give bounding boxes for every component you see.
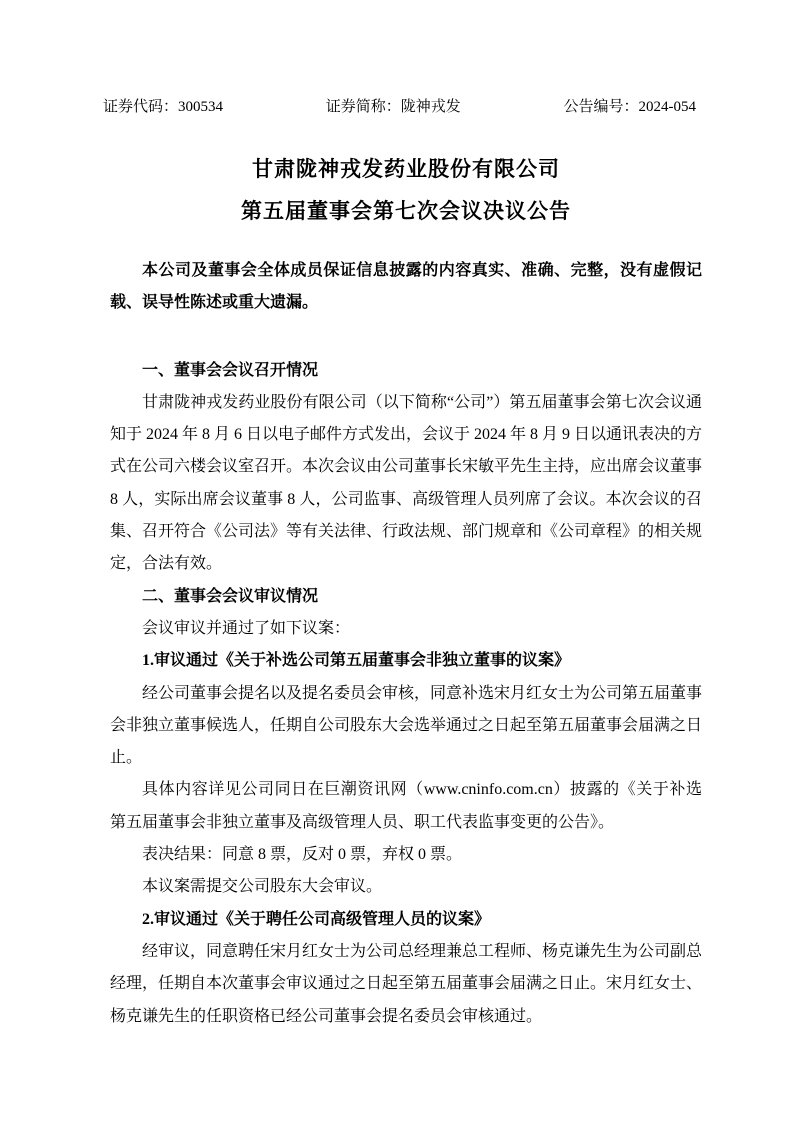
document-title bbox=[110, 148, 702, 232]
document-body bbox=[110, 355, 702, 1033]
resolution-item-2-detail: 经审议，同意聘任宋月红女士为公司总经理兼总工程师、杨克谦先生为公司副总经理，任期自本次董事会审议通过之日起至第五届董事会届满之日止。宋月红女士、杨克谦先生的任职资格已经公司董事会提名委员会审核通过。 bbox=[110, 942, 703, 1025]
disclaimer-statement: 本公司及董事会全体成员保证信息披露的内容真实、准确、完整，没有虚假记载、误导性陈述或重大遗漏。 bbox=[110, 262, 702, 312]
section-heading-1: 一、董事会会议召开情况 bbox=[142, 361, 319, 379]
document-header bbox=[103, 96, 696, 118]
stock-short-name: 证券简称：陇神戎发 bbox=[325, 99, 461, 115]
announcement-number: 公告编号：2024-054 bbox=[563, 99, 696, 115]
resolution-item-2-title: 2.审议通过《关于聘任公司高级管理人员的议案》 bbox=[142, 910, 491, 928]
resolution-item-1-reference: 具体内容详见公司同日在巨潮资讯网（www.cninfo.com.cn）披露的《关于补选第五届董事会非独立董事及高级管理人员、职工代表监事变更的公告》。 bbox=[110, 781, 702, 831]
paragraph-meeting-convening: 甘肃陇神戎发药业股份有限公司（以下简称“公司”）第五届董事会第七次会议通知于 2024 年 8 月 6 日以电子邮件方式发出，会议于 2024 年 8 月 9 日以通讯表决的方式在公司六楼会议室召开。本次会议由公司董事长宋敏平先生主持，应出席会议董事 8 人，实际出席会议董事 8 人，公司监事、高级管理人员列席了会议。本次会议的召集、召开符合《公司法》等有关法律、行政法规、部门规章和《公司章程》的相关规定，合法有效。 bbox=[110, 393, 703, 573]
stock-code: 证券代码：300534 bbox=[103, 99, 224, 115]
resolution-item-1-detail: 经公司董事会提名以及提名委员会审核，同意补选宋月红女士为公司第五届董事会非独立董事候选人，任期自公司股东大会选举通过之日起至第五届董事会届满之日止。 bbox=[110, 684, 703, 767]
section-heading-2: 二、董事会会议审议情况 bbox=[142, 587, 319, 605]
resolution-item-1-submission-note: 本议案需提交公司股东大会审议。 bbox=[142, 878, 383, 896]
announcement-title: 第五届董事会第七次会议决议公告 bbox=[241, 199, 571, 223]
company-name: 甘肃陇神戎发药业股份有限公司 bbox=[252, 157, 560, 181]
resolution-item-1-vote-result: 表决结果：同意 8 票，反对 0 票，弃权 0 票。 bbox=[142, 846, 463, 864]
paragraph-resolutions-intro: 会议审议并通过了如下议案： bbox=[142, 619, 351, 637]
resolution-item-1-title: 1.审议通过《关于补选公司第五届董事会非独立董事的议案》 bbox=[142, 652, 571, 670]
